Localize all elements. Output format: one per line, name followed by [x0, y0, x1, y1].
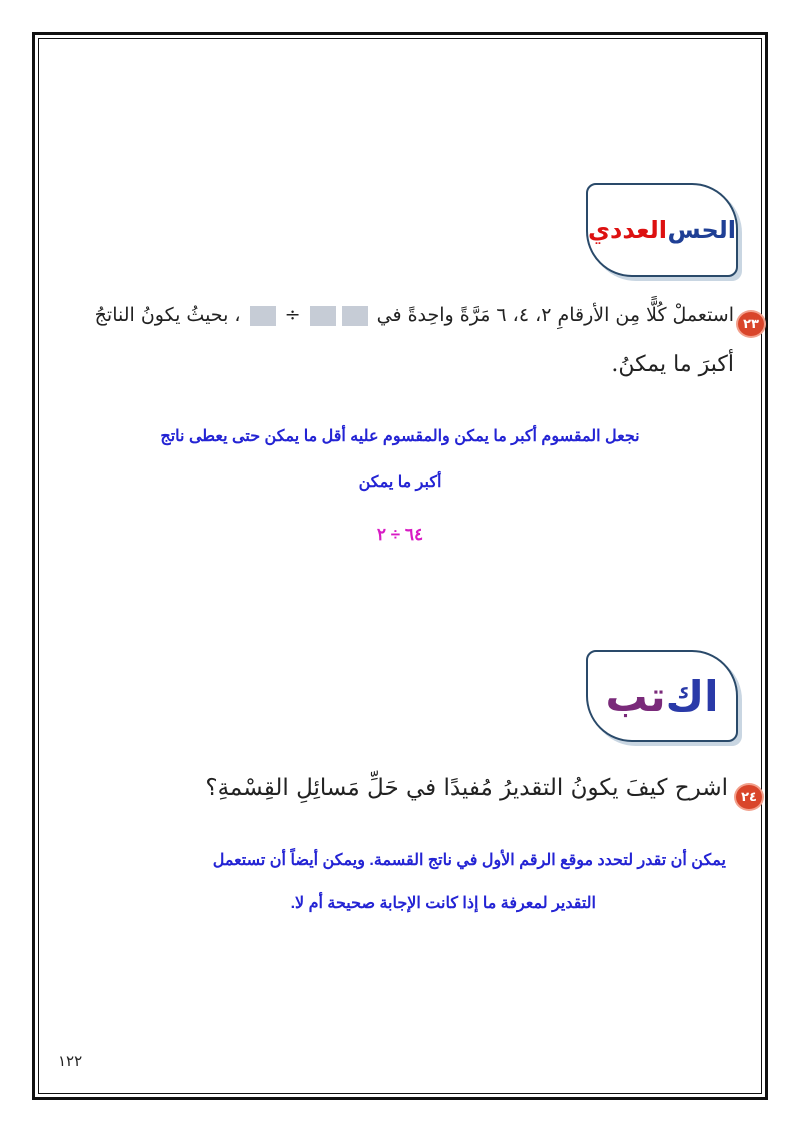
question-24-text: اشرح كيفَ يكونُ التقديرُ مُفيدًا في حَلِّ مَسائِلِ القِسْمةِ؟	[205, 775, 728, 801]
question-number-badge: ٢٤	[734, 783, 764, 811]
section-title-number-sense	[586, 183, 738, 277]
title-write-part-2: تب	[605, 671, 666, 721]
question-23-line-1	[34, 304, 734, 326]
title-write-part-1: اك	[665, 671, 719, 721]
question-23-line-2: أكبرَ ما يمكنُ.	[611, 352, 734, 377]
title-word-1: الحس	[667, 216, 736, 244]
digit-box	[250, 306, 276, 326]
digit-box	[310, 306, 336, 326]
digit-box	[342, 306, 368, 326]
answer-24-line-2: التقدير لمعرفة ما إذا كانت الإجابة صحيحة أم لا.	[290, 895, 596, 912]
title-word-2: العددي	[588, 216, 667, 244]
answer-23-line-1: نجعل المقسوم أكبر ما يمكن والمقسوم عليه أقل ما يمكن حتى يعطى ناتج	[160, 428, 640, 445]
page-number: ١٢٢	[58, 1052, 83, 1070]
answer-23-expression: ٦٤ ÷ ٢	[376, 525, 424, 544]
question-23-text-b: ، بحيثُ يكونُ الناتجُ	[94, 304, 241, 326]
answer-23-line-2: أكبر ما يمكن	[358, 474, 442, 491]
question-23-text-a: استعملْ كُلًّا مِن الأرقامِ ٢، ٤، ٦ مَرَّةً واحِدةً في	[376, 304, 734, 326]
division-operator: ÷	[284, 304, 301, 326]
answer-24-line-1: يمكن أن تقدر لتحدد موقع الرقم الأول في ناتج القسمة. ويمكن أيضاً أن تستعمل	[212, 852, 726, 869]
section-title-write	[586, 650, 738, 742]
question-number-badge: ٢٣	[736, 310, 766, 338]
